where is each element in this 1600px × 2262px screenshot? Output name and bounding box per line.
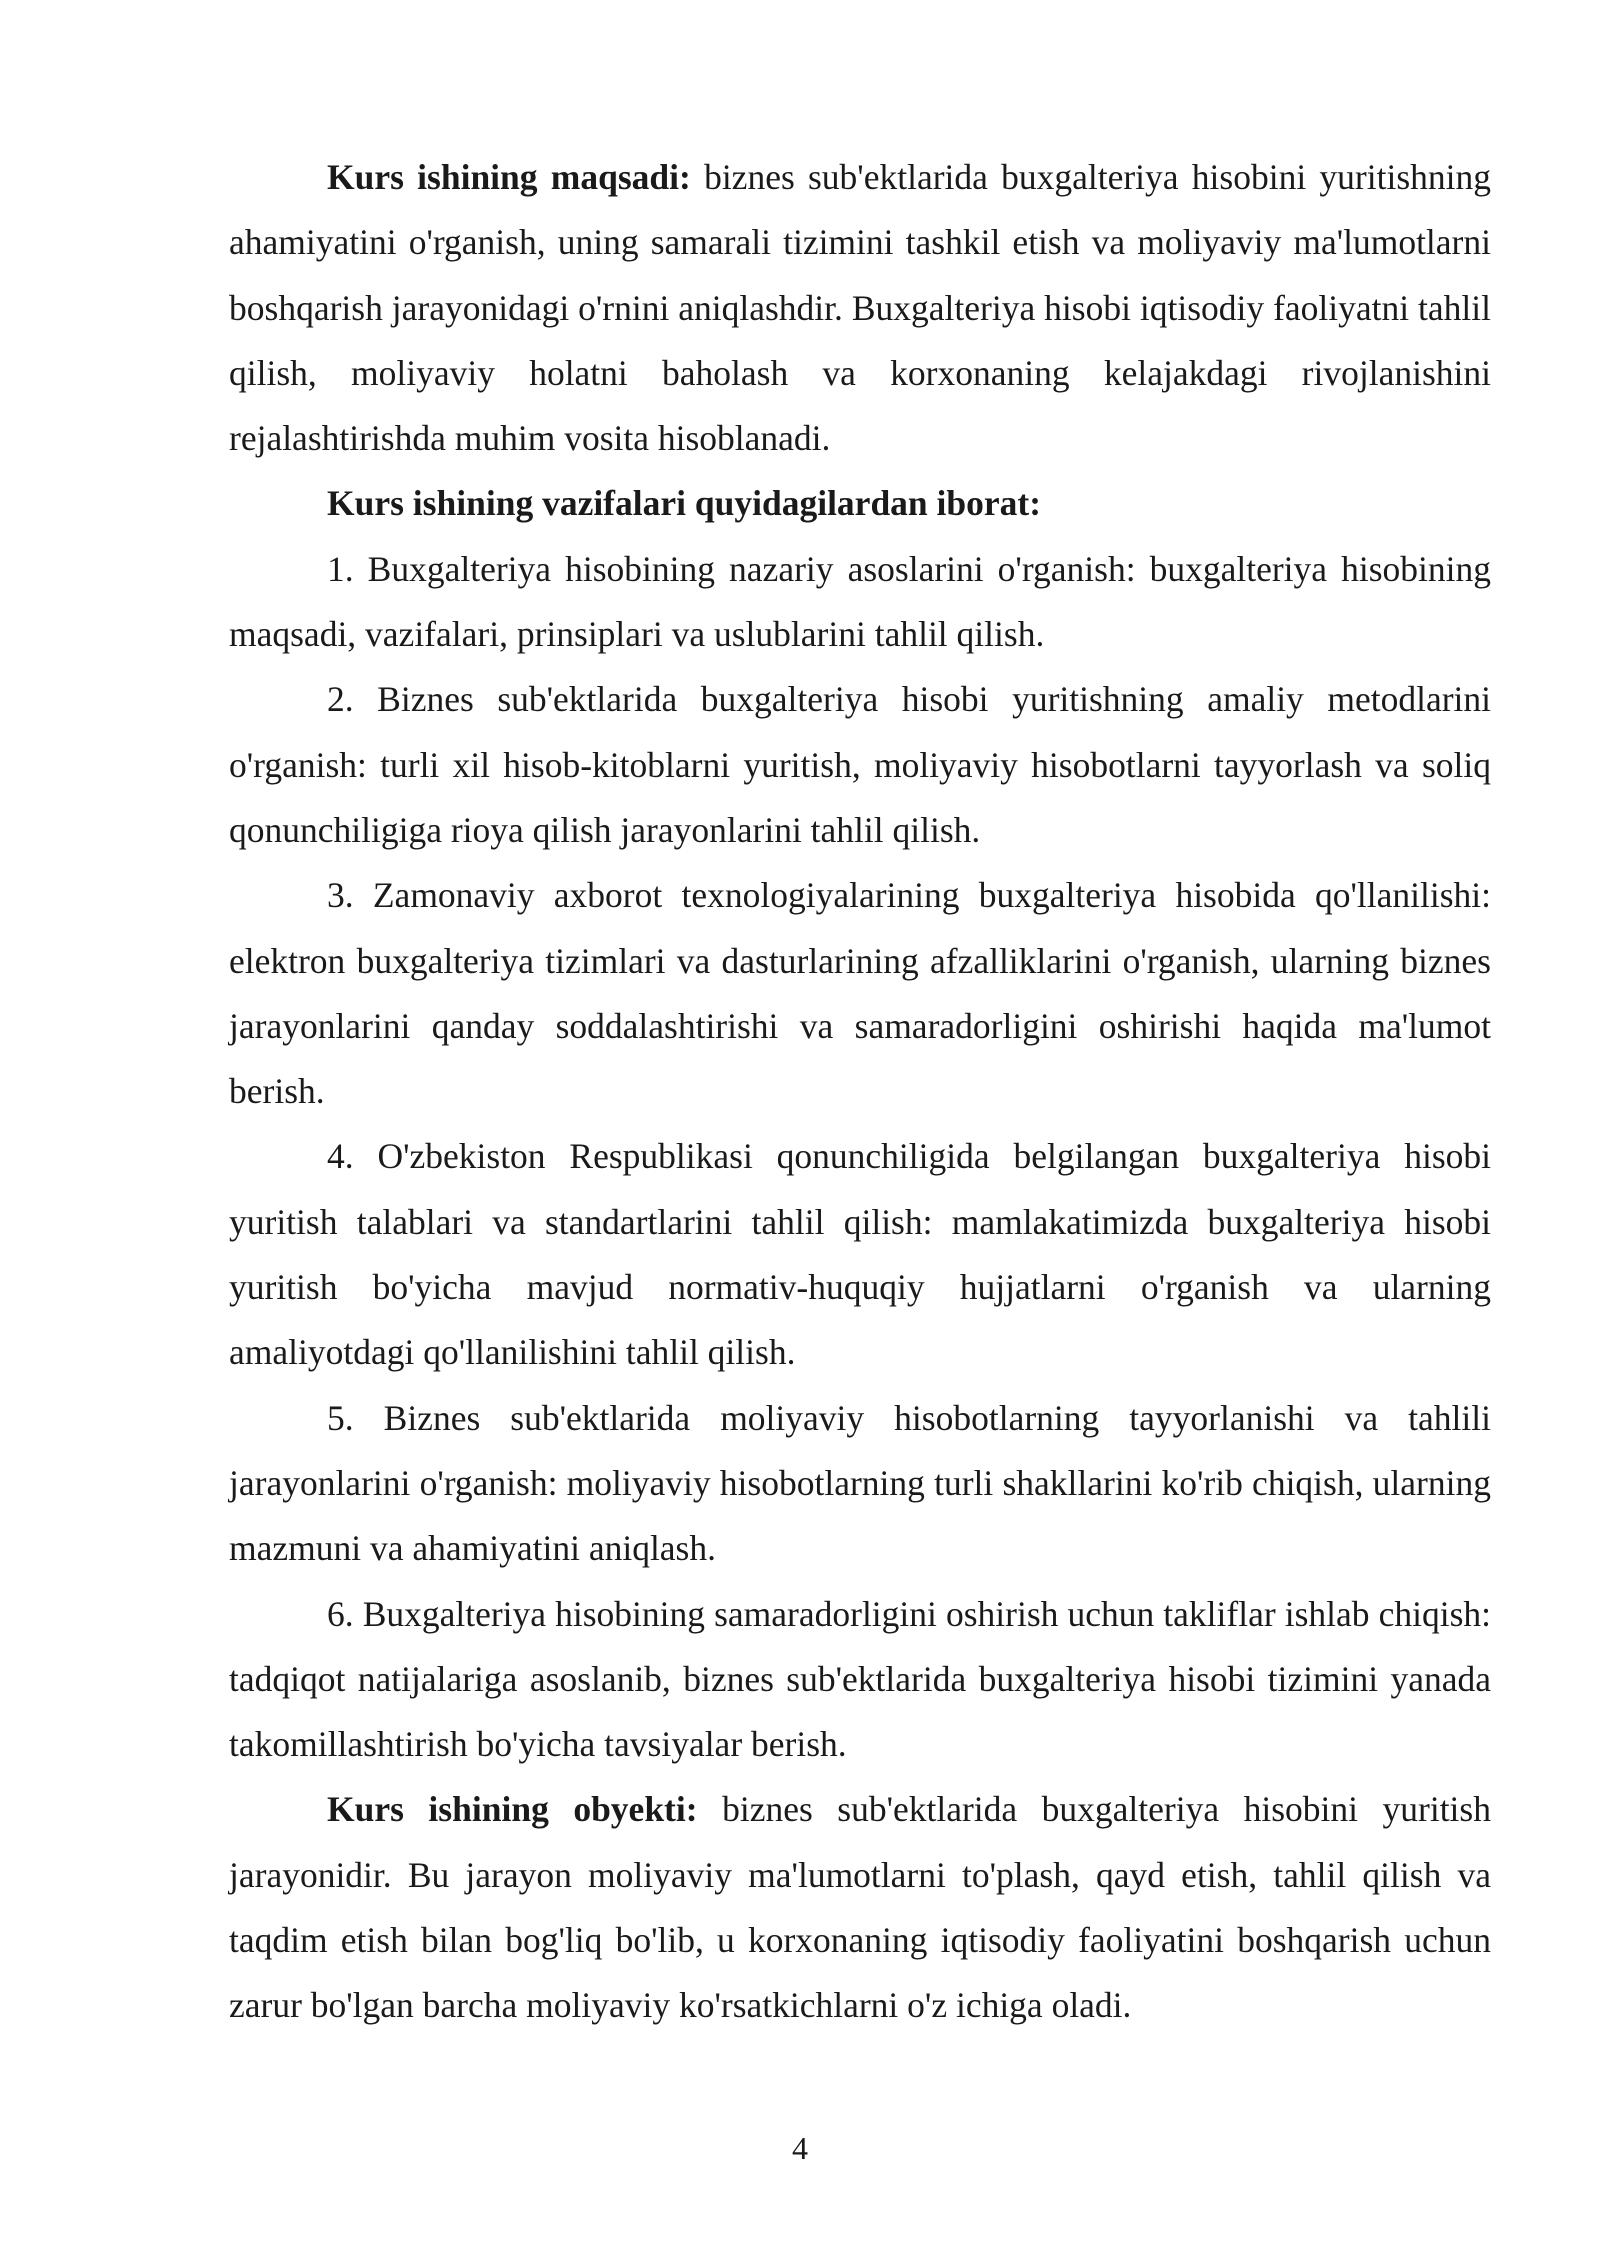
page-number: 4 (792, 2130, 808, 2166)
purpose-label: Kurs ishining maqsadi: (327, 157, 691, 197)
task-item-6: 6. Buxgalteriya hisobining samaradorligini oshirish uchun takliflar ishlab chiqish: tadqiqot natijalariga asoslanib, biznes sub'ektlarida buxgalteriya hisobi tizimini yanada takomillashtirish bo'yicha tavsiyalar berish. (229, 1593, 1491, 1765)
task-item-4: 4. O'zbekiston Respublikasi qonunchiligida belgilangan buxgalteriya hisobi yuritish talablari va standartlarini tahlil qilish: mamlakatimizda buxgalteriya hisobi yuritish bo'yicha mavjud normativ-huquqiy hujjatlarni o'rganish va ularning amaliyotdagi qo'llanilishini tahlil qilish. (229, 1136, 1491, 1373)
task-item-3: 3. Zamonaviy axborot texnologiyalarining buxgalteriya hisobida qo'llanilishi: elektron buxgalteriya tizimlari va dasturlarining afzalliklarini o'rganish, ularning biznes jarayonlarini qanday soddalashtirishi va samaradorligini oshirishi haqida ma'lumot berish. (229, 875, 1491, 1112)
task-item-2: 2. Biznes sub'ektlarida buxgalteriya hisobi yuritishning amaliy metodlarini o'rganish: turli xil hisob-kitoblarni yuritish, moliyaviy hisobotlarni tayyorlash va soliq qonunchiligiga rioya qilish jarayonlarini tahlil qilish. (229, 679, 1491, 850)
tasks-heading: Kurs ishining vazifalari quyidagilardan iborat: (327, 483, 1042, 524)
task-item-5: 5. Biznes sub'ektlarida moliyaviy hisobotlarning tayyorlanishi va tahlili jarayonlarini o'rganish: moliyaviy hisobotlarning turli shakllarini ko'rib chiqish, ularning mazmuni va ahamiyatini aniqlash. (229, 1397, 1491, 1569)
object-label: Kurs ishining obyekti: (327, 1789, 698, 1830)
object-text: biznes sub'ektlarida buxgalteriya hisobini yuritish jarayonidir. Bu jarayon moliyaviy ma'lumotlarni to'plash, qayd etish, tahlil qilish va taqdim etish bilan bog'liq bo'lib, u korxonaning iqtisodiy faoliyatini boshqarish uchun zarur bo'lgan barcha moliyaviy ko'rsatkichlarni o'z ichiga oladi. (229, 1789, 1491, 2026)
purpose-paragraph (229, 145, 1491, 471)
purpose-text: biznes sub'ektlarida buxgalteriya hisobini yuritishning ahamiyatini o'rganish, uning samarali tizimini tashkil etish va moliyaviy ma'lumotlarni boshqarish jarayonidagi o'rnini aniqlashdir. Buxgalteriya hisobi iqtisodiy faoliyatni tahlil qilish, moliyaviy holatni baholash va korxonaning kelajakdagi rivojlanishini rejalashtirishda muhim vosita hisoblanadi. (229, 157, 1492, 459)
object-paragraph (229, 1777, 1491, 2038)
document-page (229, 145, 1491, 2039)
task-item-1: 1. Buxgalteriya hisobining nazariy asoslarini o'rganish: buxgalteriya hisobining maqsadi, vazifalari, prinsiplari va uslublarini tahlil qilish. (229, 548, 1491, 655)
